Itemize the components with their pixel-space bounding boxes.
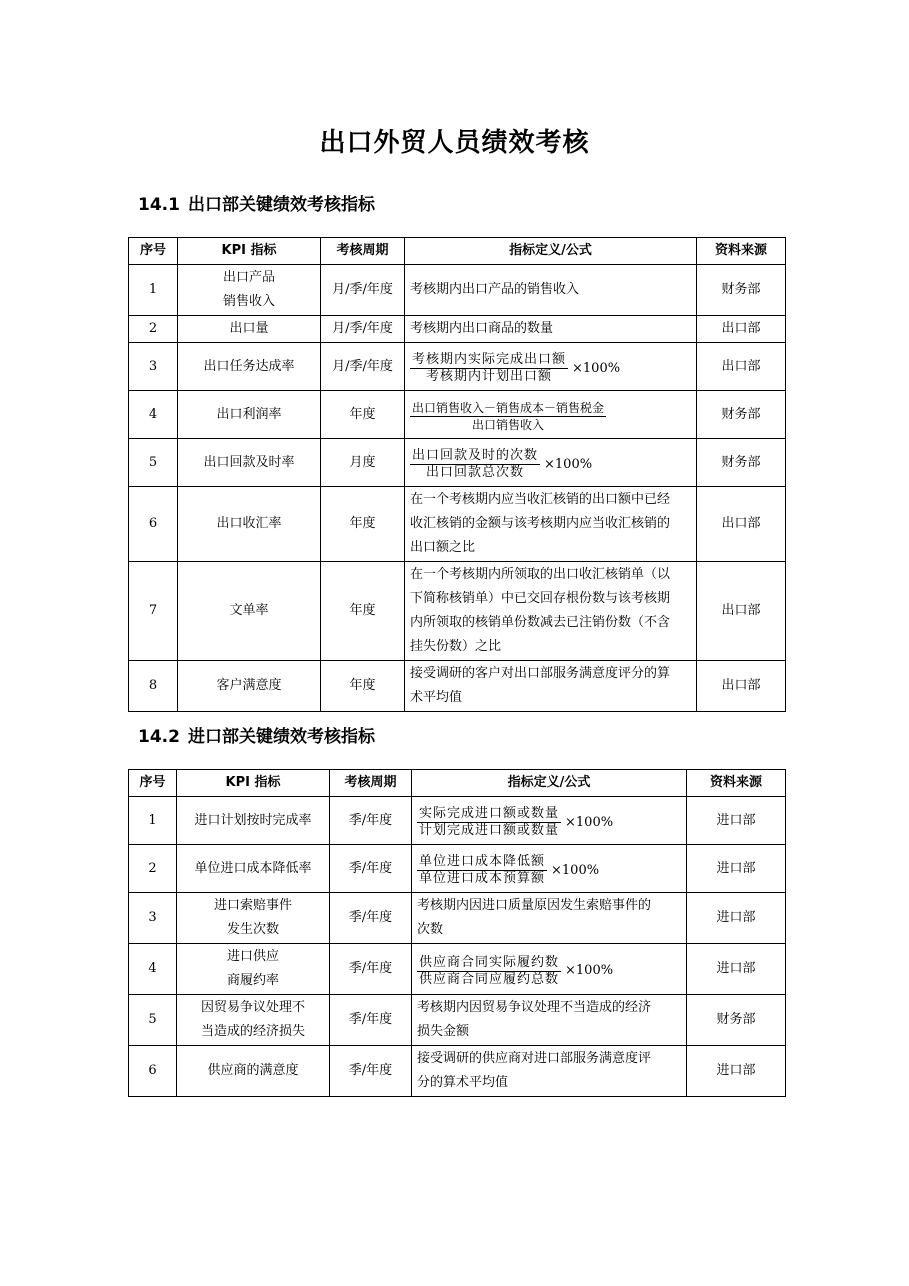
row-kpi: 文单率 (178, 562, 321, 661)
row-period: 月/季/年度 (321, 316, 405, 343)
row-no: 6 (129, 487, 178, 562)
header-definition: 指标定义/公式 (405, 238, 697, 265)
formula-multiplier: ×100% (572, 360, 621, 376)
header-no: 序号 (129, 770, 177, 797)
row-source: 进口部 (687, 893, 786, 944)
definition-line: 接受调研的供应商对进口部服务满意度评 (417, 1051, 652, 1066)
export-kpi-table (128, 237, 786, 712)
table-row (129, 845, 786, 893)
table-row (129, 265, 786, 316)
row-period: 年度 (321, 487, 405, 562)
row-definition (412, 893, 687, 944)
header-definition: 指标定义/公式 (412, 770, 687, 797)
table-row (129, 797, 786, 845)
import-kpi-table (128, 769, 786, 1097)
table-row (129, 487, 786, 562)
table-row (129, 661, 786, 712)
formula-numerator: 实际完成进口额或数量 (419, 806, 560, 821)
definition-line: 考核期内因进口质量原因发生索赔事件的 (417, 898, 652, 913)
row-source: 出口部 (697, 343, 786, 391)
definition-line: 分的算术平均值 (417, 1075, 509, 1090)
row-period: 月度 (321, 439, 405, 487)
table-row (129, 1046, 786, 1097)
row-kpi: 出口量 (178, 316, 321, 343)
row-formula (412, 944, 687, 995)
row-period: 季/年度 (330, 797, 412, 845)
row-no: 3 (129, 893, 177, 944)
formula-multiplier: ×100% (565, 963, 614, 978)
row-kpi (177, 995, 330, 1046)
row-formula (405, 439, 697, 487)
formula-denominator: 考核期内计划出口额 (426, 369, 553, 384)
row-period: 年度 (321, 661, 405, 712)
row-kpi: 进口计划按时完成率 (177, 797, 330, 845)
formula-fraction (417, 955, 561, 988)
definition-line: 收汇核销的金额与该考核期内应当收汇核销的 (410, 516, 671, 531)
formula-numerator: 考核期内实际完成出口额 (412, 352, 567, 367)
table-row (129, 391, 786, 439)
row-kpi: 出口利润率 (178, 391, 321, 439)
row-no: 5 (129, 995, 177, 1046)
definition-line: 在一个考核期内应当收汇核销的出口额中已经 (410, 492, 671, 507)
row-no: 7 (129, 562, 178, 661)
header-source: 资料来源 (697, 238, 786, 265)
formula-fraction (417, 854, 547, 887)
formula-multiplier: ×100% (551, 862, 600, 878)
row-source: 财务部 (697, 265, 786, 316)
section-heading-export (138, 190, 375, 215)
row-no: 1 (129, 797, 177, 845)
row-kpi (178, 265, 321, 316)
row-period: 年度 (321, 391, 405, 439)
formula-fraction (410, 448, 540, 481)
formula-multiplier: ×100% (544, 456, 593, 472)
formula-multiplier: ×100% (565, 814, 614, 830)
section-number: 14.1 (138, 195, 180, 215)
page-title: 出口外贸人员绩效考核 (319, 128, 590, 158)
row-no: 4 (129, 391, 178, 439)
row-no: 4 (129, 944, 177, 995)
definition-line: 挂失份数）之比 (410, 639, 502, 654)
row-no: 2 (129, 845, 177, 893)
row-period: 年度 (321, 562, 405, 661)
kpi-line: 商履约率 (226, 973, 279, 988)
section-title: 进口部关键绩效考核指标 (187, 727, 375, 747)
row-source: 进口部 (687, 845, 786, 893)
row-no: 1 (129, 265, 178, 316)
definition-line: 出口额之比 (410, 540, 476, 555)
row-kpi (177, 944, 330, 995)
row-formula (412, 845, 687, 893)
definition-line: 考核期内因贸易争议处理不当造成的经济 (417, 1000, 652, 1015)
definition-line: 损失金额 (417, 1024, 470, 1039)
row-source: 出口部 (697, 661, 786, 712)
row-no: 8 (129, 661, 178, 712)
row-source: 出口部 (697, 562, 786, 661)
row-kpi: 供应商的满意度 (177, 1046, 330, 1097)
formula-denominator: 单位进口成本预算额 (419, 871, 546, 886)
kpi-line: 当造成的经济损失 (200, 1024, 305, 1039)
kpi-line: 进口索赔事件 (213, 898, 292, 913)
row-no: 5 (129, 439, 178, 487)
row-kpi: 出口任务达成率 (178, 343, 321, 391)
section-heading-import (138, 722, 375, 747)
formula-numerator: 出口销售收入－销售成本－销售税金 (412, 400, 605, 415)
row-source: 财务部 (697, 439, 786, 487)
row-definition (405, 562, 697, 661)
kpi-line: 发生次数 (226, 922, 279, 937)
formula-fraction (410, 400, 606, 433)
kpi-line: 销售收入 (222, 294, 275, 309)
row-formula (405, 343, 697, 391)
header-kpi: KPI 指标 (178, 238, 321, 265)
table-row (129, 944, 786, 995)
row-kpi (177, 893, 330, 944)
row-source: 出口部 (697, 316, 786, 343)
row-no: 2 (129, 316, 178, 343)
definition-line: 术平均值 (410, 690, 463, 705)
table-row (129, 343, 786, 391)
row-definition (412, 1046, 687, 1097)
row-no: 3 (129, 343, 178, 391)
row-period: 月/季/年度 (321, 343, 405, 391)
row-source: 财务部 (687, 995, 786, 1046)
definition-line: 次数 (417, 922, 444, 937)
kpi-line: 因贸易争议处理不 (200, 1000, 305, 1015)
row-source: 进口部 (687, 1046, 786, 1097)
row-kpi: 出口收汇率 (178, 487, 321, 562)
row-definition: 考核期内出口产品的销售收入 (405, 265, 697, 316)
row-kpi: 客户满意度 (178, 661, 321, 712)
row-formula (405, 391, 697, 439)
header-kpi: KPI 指标 (177, 770, 330, 797)
formula-numerator: 单位进口成本降低额 (419, 854, 546, 869)
formula-fraction (417, 806, 561, 839)
row-definition (405, 487, 697, 562)
section-number: 14.2 (138, 727, 180, 747)
table-row (129, 893, 786, 944)
row-source: 财务部 (697, 391, 786, 439)
row-period: 月/季/年度 (321, 265, 405, 316)
row-period: 季/年度 (330, 1046, 412, 1097)
row-formula (412, 797, 687, 845)
row-no: 6 (129, 1046, 177, 1097)
row-definition: 考核期内出口商品的数量 (405, 316, 697, 343)
section-title: 出口部关键绩效考核指标 (187, 195, 375, 215)
formula-denominator: 出口回款总次数 (426, 465, 525, 480)
row-period: 季/年度 (330, 995, 412, 1046)
header-period: 考核周期 (330, 770, 412, 797)
formula-numerator: 出口回款及时的次数 (412, 448, 539, 463)
definition-line: 在一个考核期内所领取的出口收汇核销单（以 (410, 567, 671, 582)
formula-numerator: 供应商合同实际履约数 (419, 954, 560, 970)
row-source: 进口部 (687, 944, 786, 995)
definition-line: 内所领取的核销单份数减去已注销份数（不含 (410, 615, 671, 630)
kpi-line: 出口产品 (222, 270, 275, 285)
table-row (129, 562, 786, 661)
row-source: 出口部 (697, 487, 786, 562)
table-header-row (129, 770, 786, 797)
table-row (129, 439, 786, 487)
row-definition (412, 995, 687, 1046)
row-definition (405, 661, 697, 712)
row-period: 季/年度 (330, 944, 412, 995)
table-row (129, 316, 786, 343)
formula-fraction (410, 352, 568, 385)
row-period: 季/年度 (330, 893, 412, 944)
row-period: 季/年度 (330, 845, 412, 893)
kpi-line: 进口供应 (226, 949, 279, 964)
formula-denominator: 出口销售收入 (472, 417, 545, 432)
row-kpi: 单位进口成本降低率 (177, 845, 330, 893)
header-no: 序号 (129, 238, 178, 265)
header-period: 考核周期 (321, 238, 405, 265)
definition-line: 接受调研的客户对出口部服务满意度评分的算 (410, 666, 671, 681)
header-source: 资料来源 (687, 770, 786, 797)
formula-denominator: 计划完成进口额或数量 (419, 823, 560, 838)
table-row (129, 995, 786, 1046)
row-kpi: 出口回款及时率 (178, 439, 321, 487)
table-header-row (129, 238, 786, 265)
definition-line: 下简称核销单）中已交回存根份数与该考核期 (410, 591, 671, 606)
formula-denominator: 供应商合同应履约总数 (419, 971, 560, 987)
row-source: 进口部 (687, 797, 786, 845)
